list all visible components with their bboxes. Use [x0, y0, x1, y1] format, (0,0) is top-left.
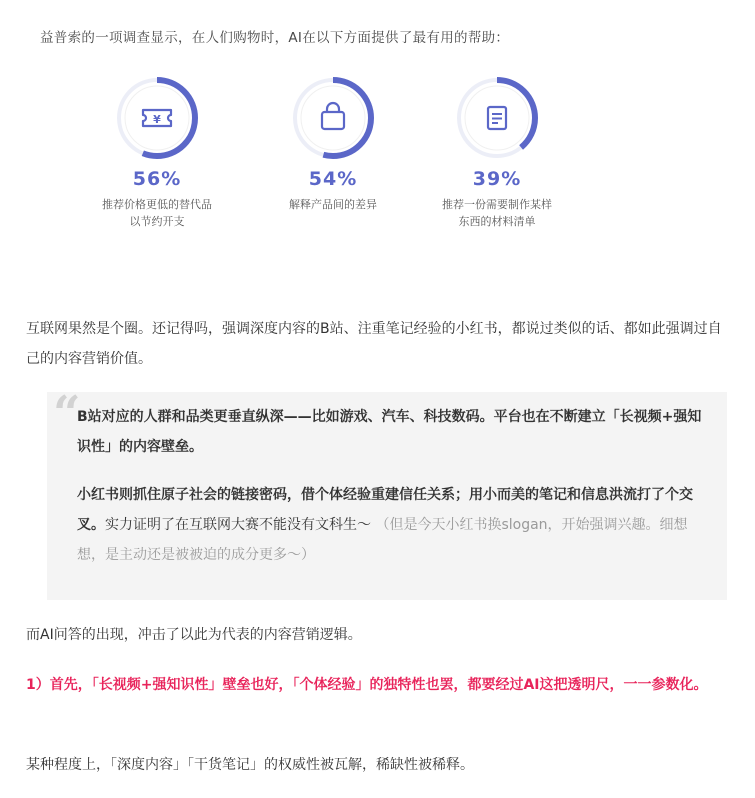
- progress-ring: [455, 76, 539, 160]
- survey-figure: [0, 0, 755, 285]
- stat-percent: 39%: [472, 168, 522, 190]
- figure-title: 益普索的一项调查显示，在人们购物时，AI在以下方面提供了最有用的帮助：: [40, 30, 510, 46]
- stat-card-alternatives: [62, 76, 252, 230]
- paragraph-ai-impact: 而AI问答的出现，冲击了以此为代表的内容营销逻辑。: [26, 627, 362, 643]
- stat-percent: 56%: [132, 168, 182, 190]
- stat-card-materials: [402, 76, 592, 230]
- progress-ring: [291, 76, 375, 160]
- stat-percent: 54%: [308, 168, 358, 190]
- quote-mark-icon: “: [53, 386, 81, 442]
- stat-description: 解释产品间的差异: [289, 198, 377, 211]
- svg-text:¥: ¥: [153, 113, 161, 126]
- highlight-paragraph: 1）首先，「长视频+强知识性」壁垒也好，「个体经验」的独特性也罢，都要经过AI这把透明尺，一一参数化。: [26, 677, 708, 693]
- blockquote: [47, 386, 727, 600]
- quote-paragraph-bilibili: B站对应的人群和品类更垂直纵深——比如游戏、汽车、科技数码。平台也在不断建立「长视频+强知识性」的内容壁垒。: [77, 409, 702, 455]
- paragraph-intro: 互联网果然是个圈。还记得吗，强调深度内容的B站、注重笔记经验的小红书，都说过类似的话、都如此强调过自己的内容营销价值。: [26, 321, 722, 367]
- progress-ring: [115, 76, 199, 160]
- stat-description: 推荐价格更低的替代品 以节约开支: [102, 198, 212, 228]
- paragraph-conclusion: 某种程度上，「深度内容」「干货笔记」的权威性被瓦解，稀缺性被稀释。: [26, 757, 474, 773]
- quote-paragraph-xiaohongshu: 小红书则抓住原子社会的链接密码，借个体经验重建信任关系；用小而美的笔记和信息洪流打了个交叉。实力证明了在互联网大赛不能没有文科生～ （但是今天小红书换slogan，开始强调兴趣。细想想，是主动还是被被迫的成分更多～）: [77, 487, 693, 563]
- stat-card-differences: [238, 76, 428, 213]
- stat-description: 推荐一份需要制作某样 东西的材料清单: [442, 198, 552, 228]
